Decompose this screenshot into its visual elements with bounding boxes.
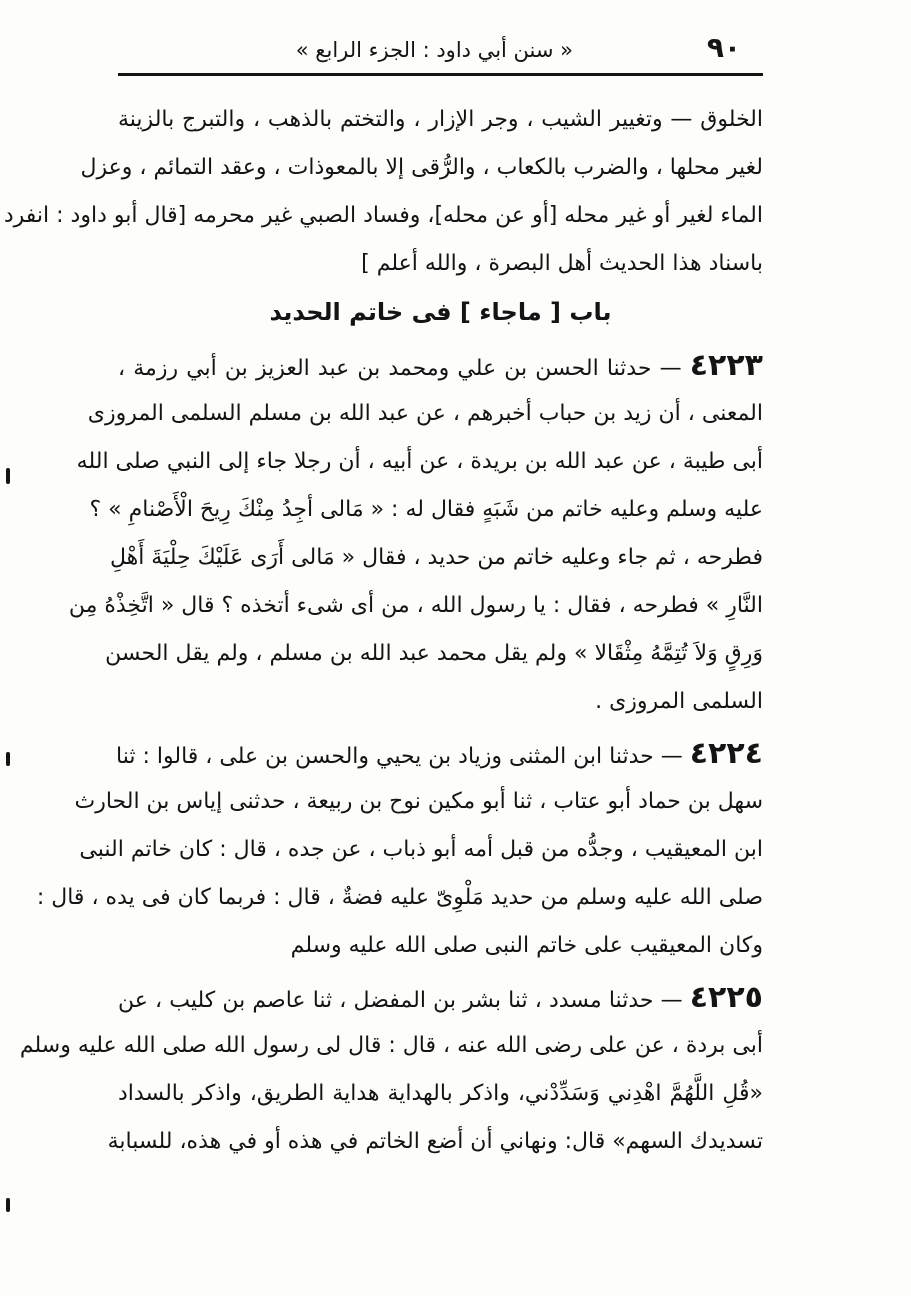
hadith-number: ٤٢٢٣ bbox=[689, 348, 763, 383]
text-line: لغير محلها ، والضرب بالكعاب ، والرُّقى إلا بالمعوذات ، وعقد التمائم ، وعزل bbox=[80, 155, 763, 180]
scan-margin-mark bbox=[6, 752, 10, 766]
chapter-heading: باب [ ماجاء ] فى خاتم الحديد bbox=[269, 298, 612, 326]
scan-margin-mark bbox=[6, 1198, 10, 1212]
text-line: سهل بن حماد أبو عتاب ، ثنا أبو مكين نوح بن ربيعة ، حدثنى إياس بن الحارث bbox=[74, 789, 763, 814]
text-line: السلمى المروزى . bbox=[595, 689, 763, 714]
running-header bbox=[118, 28, 763, 70]
hadith-first-line bbox=[118, 974, 763, 1022]
hadith-first-line bbox=[118, 342, 763, 390]
hadith-first-line-text: — حدثنا مسدد ، ثنا بشر بن المفضل ، ثنا عاصم بن كليب ، عن bbox=[118, 988, 690, 1013]
text-line: صلى الله عليه وسلم من حديد مَلْوِىّ عليه فضةٌ ، قال : فربما كان فى يده ، قال : bbox=[36, 885, 763, 910]
text-line: فطرحه ، ثم جاء وعليه خاتم من حديد ، فقال « مَالى أَرَى عَلَيْكَ حِلْيَةَ أَهْلِ bbox=[109, 545, 763, 570]
running-title: « سنن أبي داود : الجزء الرابع » bbox=[295, 38, 573, 62]
text-line: أبى طيبة ، عن عبد الله بن بريدة ، عن أبيه ، أن رجلا جاء إلى النبي صلى الله bbox=[76, 449, 763, 474]
text-line: وَرِقٍ وَلاَ تُتِمَّهُ مِثْقَالا » ولم يقل محمد عبد الله بن مسلم ، ولم يقل الحسن bbox=[105, 641, 763, 666]
text-paragraph bbox=[3, 96, 763, 288]
text-line: باسناد هذا الحديث أهل البصرة ، والله أعلم ] bbox=[361, 251, 763, 276]
text-line: وكان المعيقيب على خاتم النبى صلى الله عليه وسلم bbox=[290, 933, 763, 958]
page-number: ٩٠ bbox=[706, 31, 741, 64]
text-line: تسديدك السهم» قال: ونهاني أن أضع الخاتم في هذه أو في هذه، للسبابة bbox=[107, 1129, 763, 1154]
text-line: الماء لغير أو غير محله [أو عن محله]، وفساد الصبي غير محرمه [قال أبو داود : انفرد bbox=[3, 203, 763, 228]
text-line: أبى بردة ، عن على رضى الله عنه ، قال : قال لى رسول الله صلى الله عليه وسلم bbox=[19, 1033, 763, 1058]
hadith-first-line-text: — حدثنا الحسن بن علي ومحمد بن عبد العزيز بن أبي رزمة ، bbox=[118, 356, 690, 381]
header-rule bbox=[118, 73, 763, 76]
hadith-number: ٤٢٢٤ bbox=[689, 736, 763, 771]
text-line: المعنى ، أن زيد بن حباب أخبرهم ، عن عبد الله بن مسلم السلمى المروزى bbox=[87, 401, 763, 426]
hadith-4225 bbox=[19, 974, 763, 1166]
hadith-4224 bbox=[36, 730, 763, 970]
scan-margin-mark bbox=[6, 468, 10, 484]
hadith-first-line bbox=[118, 730, 763, 778]
body-text bbox=[3, 96, 763, 1166]
text-line: النَّارِ » فطرحه ، فقال : يا رسول الله ، من أى شىء أتخذه ؟ قال « اتَّخِذْهُ مِن bbox=[68, 593, 763, 618]
text-line: الخلوق — وتغيير الشيب ، وجر الإزار ، والتختم بالذهب ، والتبرج بالزينة bbox=[118, 107, 763, 132]
hadith-first-line-text: — حدثنا ابن المثنى وزياد بن يحيي والحسن بن على ، قالوا : ثنا bbox=[116, 744, 690, 769]
text-line: «قُلِ اللَّهُمَّ اهْدِني وَسَدِّدْني، واذكر بالهداية هداية الطريق، واذكر بالسداد bbox=[118, 1081, 763, 1106]
text-line: عليه وسلم وعليه خاتم من شَبَهٍ فقال له : « مَالى أجِدُ مِنْكَ رِيحَ الْأَصْنامِ » ؟ bbox=[89, 497, 763, 522]
text-line: ابن المعيقيب ، وجدُّه من قبل أمه أبو ذباب ، عن جده ، قال : كان خاتم النبى bbox=[79, 837, 763, 862]
hadith-number: ٤٢٢٥ bbox=[689, 980, 763, 1015]
hadith-4223 bbox=[68, 342, 763, 726]
